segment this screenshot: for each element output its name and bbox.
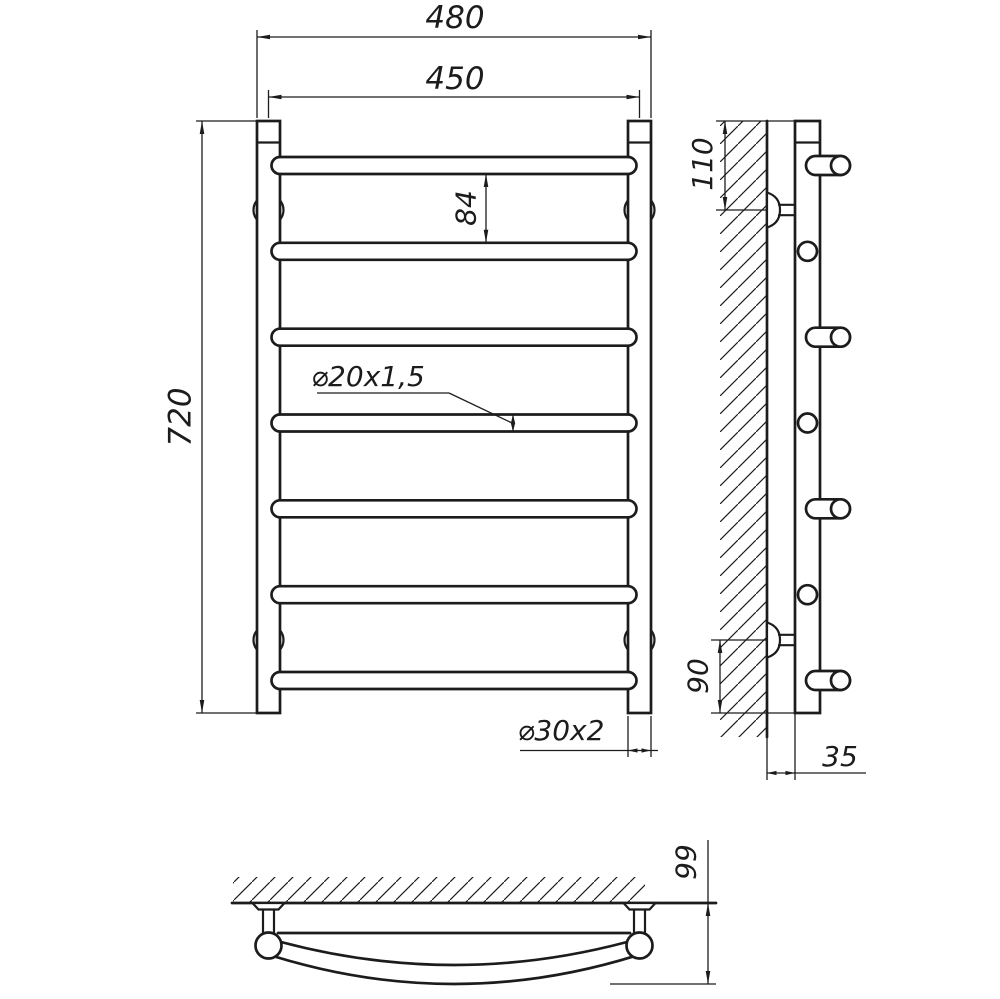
curved-rung-inner [281,942,627,965]
post-section-right [627,933,653,959]
front-rungs [272,157,637,689]
rung [272,500,637,517]
dim-label-720: 720 [162,387,199,447]
top-brackets [253,903,656,933]
side-view [682,121,867,780]
wall-hatch-top [233,877,645,903]
dim-label-110: 110 [686,137,719,191]
dim-label-post-tube: ⌀30x2 [517,714,605,747]
dim-post-tube [518,714,658,757]
rung [272,243,637,260]
wall-hatch [720,121,767,737]
straight-rung [798,414,817,433]
dim-wall-clearance [767,714,866,780]
dim-label-rung-tube: ⌀20x1,5 [311,360,425,393]
rung [272,672,637,689]
front-view [163,0,659,757]
curved-rung-outer [258,951,651,984]
side-bracket-top [767,193,795,228]
top-view [232,840,716,984]
dim-label-480: 480 [425,0,485,36]
dim-height [163,121,257,713]
top-rungs [256,933,653,985]
rung [272,415,637,432]
rung [272,329,637,346]
dim-rung-gap [450,174,489,243]
dim-label-99: 99 [669,844,703,880]
post-section-left [256,933,282,959]
rung [272,157,637,174]
side-bracket-bottom [767,623,795,658]
dim-label-450: 450 [425,61,485,97]
dim-label-35: 35 [822,740,858,773]
straight-rung [798,242,817,261]
dim-overall-width [257,0,651,118]
dim-depth [610,840,716,984]
straight-rung [798,585,817,604]
dim-label-90: 90 [681,658,715,694]
dim-label-84: 84 [449,190,483,226]
rung [272,586,637,603]
dim-center-width [269,61,640,118]
